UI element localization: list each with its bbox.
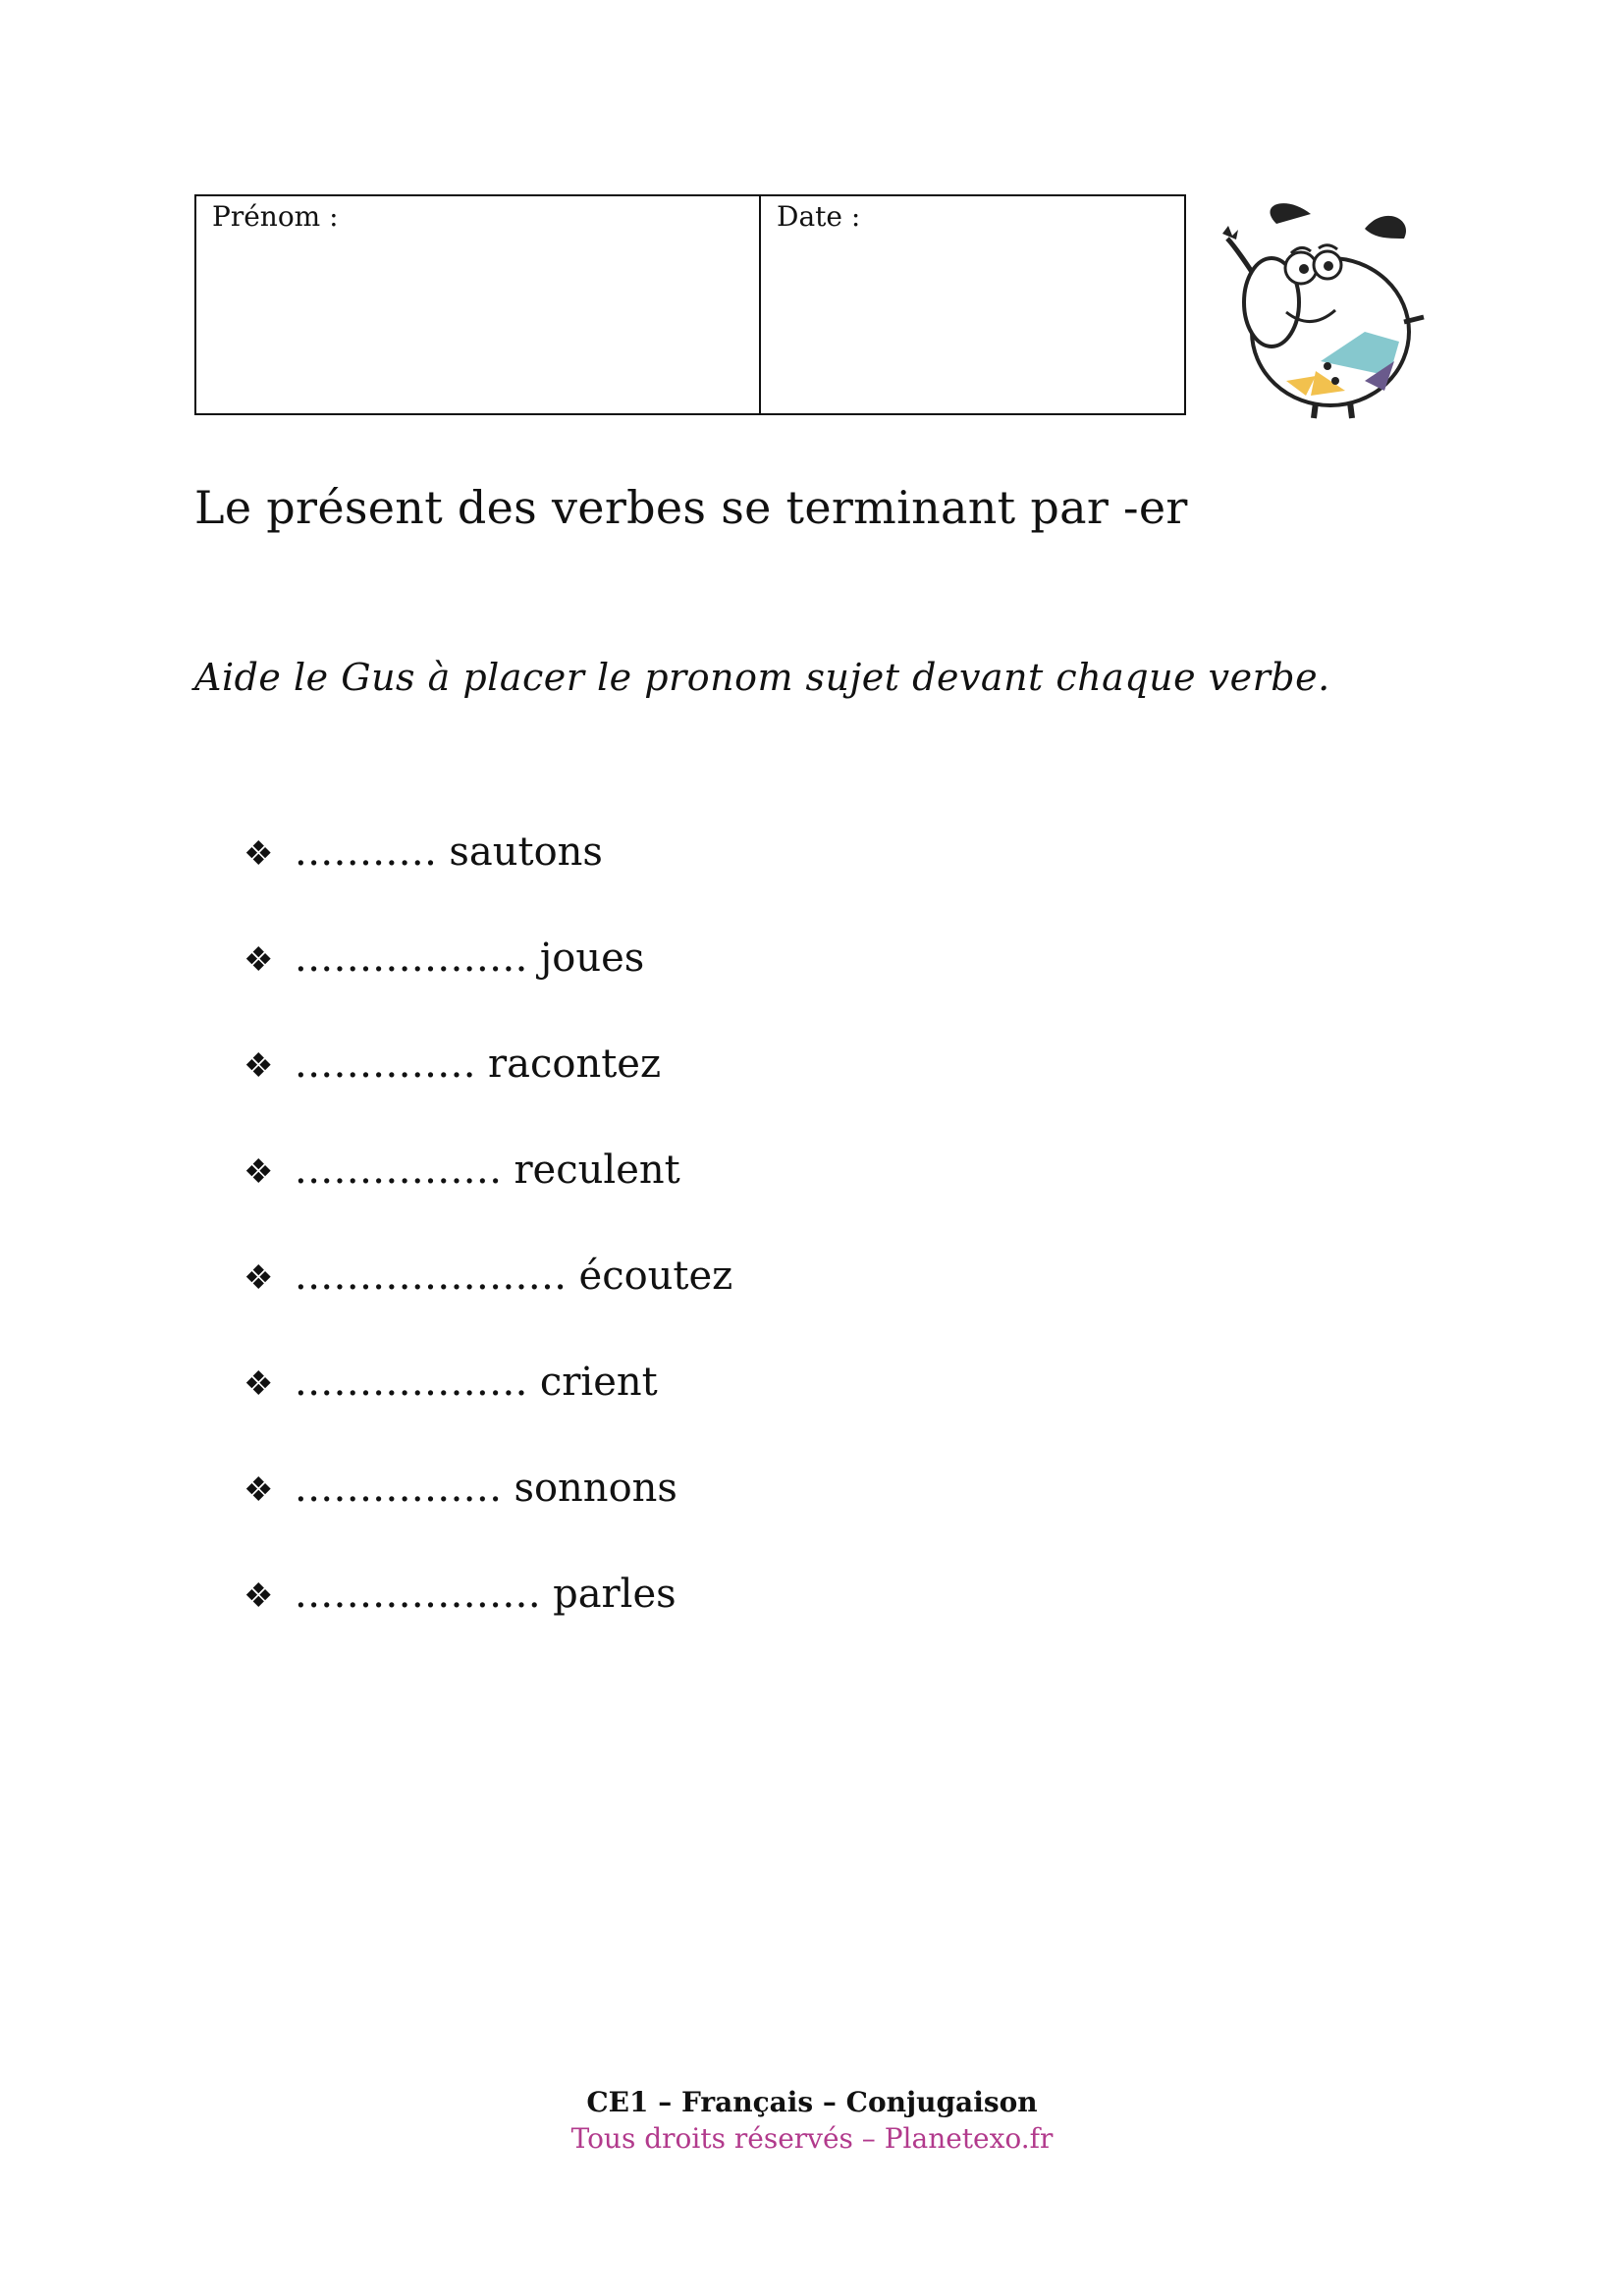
verb-text: écoutez bbox=[578, 1254, 733, 1299]
answer-blank[interactable]: ..................... bbox=[295, 1254, 568, 1299]
diamond-bullet-icon: ❖ bbox=[244, 1258, 274, 1298]
verb-text: sonnons bbox=[514, 1466, 677, 1511]
verb-text: reculent bbox=[514, 1148, 680, 1193]
instruction-text: Aide le Gus à placer le pronom sujet devant chaque verbe. bbox=[194, 656, 1330, 699]
diamond-bullet-icon: ❖ bbox=[244, 1046, 274, 1086]
answer-blank[interactable]: ................ bbox=[295, 1148, 503, 1193]
worksheet-title: Le présent des verbes se terminant par -er bbox=[194, 481, 1188, 534]
verb-text: sautons bbox=[449, 829, 603, 875]
answer-blank[interactable]: .................. bbox=[295, 1360, 528, 1405]
page-footer bbox=[0, 2086, 1624, 2155]
answer-blank[interactable]: ................ bbox=[295, 1466, 503, 1511]
answer-blank[interactable]: .................. bbox=[295, 935, 528, 981]
name-field[interactable] bbox=[196, 196, 761, 413]
verb-text: parles bbox=[553, 1572, 677, 1617]
diamond-bullet-icon: ❖ bbox=[244, 1364, 274, 1404]
diamond-bullet-icon: ❖ bbox=[244, 834, 274, 874]
diamond-bullet-icon: ❖ bbox=[244, 1152, 274, 1192]
verb-text: crient bbox=[539, 1360, 658, 1405]
verb-text: racontez bbox=[488, 1041, 662, 1087]
exercise-item bbox=[244, 935, 732, 1041]
exercise-item bbox=[244, 1254, 732, 1360]
diamond-bullet-icon: ❖ bbox=[244, 1576, 274, 1616]
student-info-table bbox=[194, 194, 1186, 415]
footer-subject: CE1 – Français – Conjugaison bbox=[586, 2086, 1038, 2118]
diamond-bullet-icon: ❖ bbox=[244, 1470, 274, 1510]
answer-blank[interactable]: .............. bbox=[295, 1041, 477, 1087]
date-label: Date : bbox=[777, 200, 861, 233]
gus-mascot-icon bbox=[1218, 194, 1434, 420]
exercise-item bbox=[244, 829, 732, 935]
diamond-bullet-icon: ❖ bbox=[244, 940, 274, 980]
name-label: Prénom : bbox=[212, 200, 339, 233]
verb-exercise-list bbox=[244, 829, 732, 1678]
verb-text: joues bbox=[539, 935, 645, 981]
footer-copyright-link[interactable]: Tous droits réservés – Planetexo.fr bbox=[570, 2122, 1054, 2155]
exercise-item bbox=[244, 1041, 732, 1148]
exercise-item bbox=[244, 1466, 732, 1572]
exercise-item bbox=[244, 1360, 732, 1466]
date-field[interactable] bbox=[761, 196, 1184, 413]
answer-blank[interactable]: ........... bbox=[295, 829, 438, 875]
exercise-item bbox=[244, 1572, 732, 1678]
exercise-item bbox=[244, 1148, 732, 1254]
answer-blank[interactable]: ................... bbox=[295, 1572, 542, 1617]
